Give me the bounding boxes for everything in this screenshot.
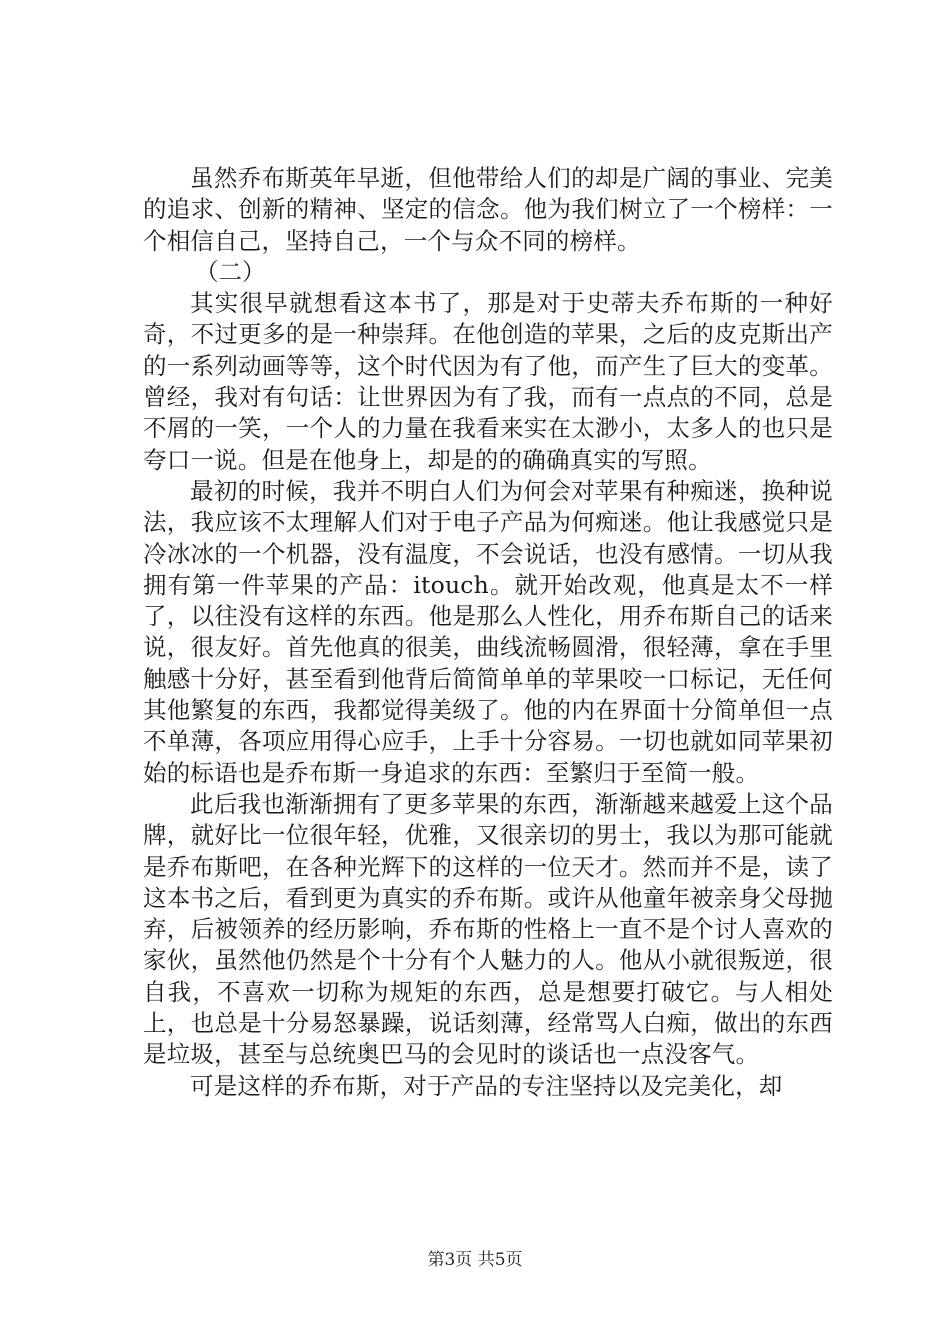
- section-heading: （二）: [195, 257, 266, 286]
- paragraph: 其实很早就想看这本书了，那是对于史蒂夫乔布斯的一种好奇，不过更多的是一种崇拜。在他创造的苹果，之后的皮克斯出产的一系列动画等等，这个时代因为有了他，而产生了巨大的变革。曾经，我对有句话：让世界因为有了我，而有一点点的不同，总是不屑的一笑，一个人的力量在我看来实在太渺小，太多人的也只是夸口一说。但是在他身上，却是的的确确真实的写照。: [143, 289, 833, 474]
- paragraph: 虽然乔布斯英年早逝，但他带给人们的却是广阔的事业、完美的追求、创新的精神、坚定的信念。他为我们树立了一个榜样：一个相信自己，坚持自己，一个与众不同的榜样。: [143, 164, 833, 255]
- paragraph: 可是这样的乔布斯，对于产品的专注坚持以及完美化，却: [190, 1071, 783, 1100]
- paragraph: 此后我也渐渐拥有了更多苹果的东西，渐渐越来越爱上这个品牌，就好比一位很年轻，优雅，又很亲切的男士，我以为那可能就是乔布斯吧，在各种光辉下的这样的一位天才。然而并不是，读了这本书之后，看到更为真实的乔布斯。或许从他童年被亲身父母抛弃，后被领养的经历影响，乔布斯的性格上一直不是个讨人喜欢的家伙，虽然他仍然是个十分有个人魅力的人。他从小就很叛逆，很自我，不喜欢一切称为规矩的东西，总是想要打破它。与人相处上，也总是十分易怒暴躁，说话刻薄，经常骂人白痴，做出的东西是垃圾，甚至与总统奥巴马的会见时的谈话也一点没客气。: [143, 789, 833, 1069]
- page-footer: 第3页 共5页: [427, 1250, 523, 1270]
- document-body: [143, 163, 833, 1102]
- paragraph: 最初的时候，我并不明白人们为何会对苹果有种痴迷，换种说法，我应该不太理解人们对于电子产品为何痴迷。他让我感觉只是冷冰冰的一个机器，没有温度，不会说话，也没有感情。一切从我拥有第一件苹果的产品：itouch。就开始改观，他真是太不一样了，以往没有这样的东西。他是那么人性化，用乔布斯自己的话来说，很友好。首先他真的很美，曲线流畅圆滑，很轻薄，拿在手里触感十分好，甚至看到他背后简简单单的苹果咬一口标记，无任何其他繁复的东西，我都觉得美级了。他的内在界面十分简单但一点不单薄，各项应用得心应手，上手十分容易。一切也就如同苹果初始的标语也是乔布斯一身追求的东西：至繁归于至简一般。: [143, 476, 833, 787]
